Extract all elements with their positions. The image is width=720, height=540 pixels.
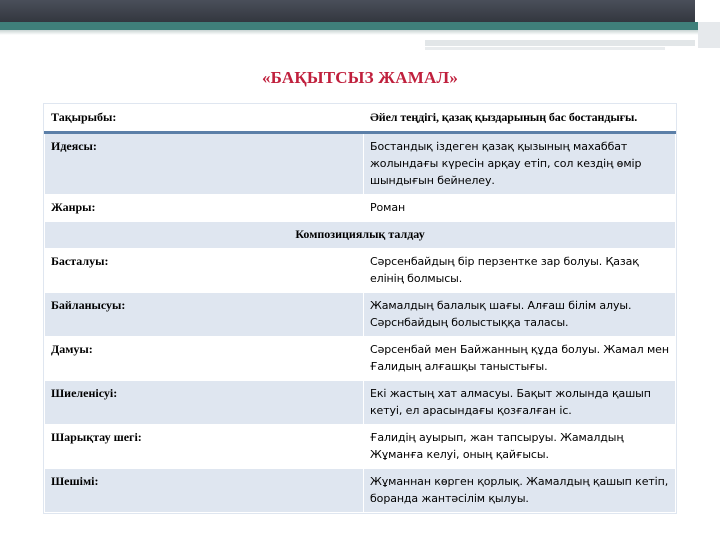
row-value: Бостандық іздеген қазақ қызының махаббат жолындағы күресін арқау етіп, сол кездің өмір шындығын бейнелеу. bbox=[364, 133, 676, 195]
table-row bbox=[45, 105, 676, 133]
row-label: Дамуы: bbox=[45, 337, 364, 381]
row-label: Жанры: bbox=[45, 195, 364, 222]
row-label: Идеясы: bbox=[45, 133, 364, 195]
row-value: Жұманнан көрген қорлық. Жамалдың қашып кетіп, боранда жантәсілім қылуы. bbox=[364, 469, 676, 513]
row-value: Жамалдың балалық шағы. Алғаш білім алуы. Сәрснбайдың болыстыққа таласы. bbox=[364, 293, 676, 337]
row-label: Шешімі: bbox=[45, 469, 364, 513]
row-label: Тақырыбы: bbox=[45, 105, 364, 133]
row-label: Шарықтау шегі: bbox=[45, 425, 364, 469]
section-heading-row bbox=[45, 222, 676, 249]
row-value: Сәрсенбайдың бір перзентке зар болуы. Қазақ елінің болмысы. bbox=[364, 249, 676, 293]
decorative-line bbox=[425, 47, 665, 50]
table-row bbox=[45, 133, 676, 195]
table-row bbox=[45, 425, 676, 469]
row-value: Ғалидің ауырып, жан тапсыруы. Жамалдың Жұманға келуі, оның қайғысы. bbox=[364, 425, 676, 469]
slide-header-bar bbox=[0, 0, 695, 22]
row-value: Екі жастың хат алмасуы. Бақыт жолында қашып кетуі, ел арасындағы қозғалған іс. bbox=[364, 381, 676, 425]
row-label: Басталуы: bbox=[45, 249, 364, 293]
table-row bbox=[45, 469, 676, 513]
table-row bbox=[45, 337, 676, 381]
section-heading: Композициялық талдау bbox=[45, 222, 676, 249]
decorative-line bbox=[425, 40, 695, 46]
table-row bbox=[45, 381, 676, 425]
table-row bbox=[45, 293, 676, 337]
row-value: Әйел теңдігі, қазақ қыздарының бас бостандығы. bbox=[364, 105, 676, 133]
slide-header-stripe bbox=[0, 22, 720, 30]
row-value: Роман bbox=[364, 195, 676, 222]
table-row bbox=[45, 195, 676, 222]
analysis-table bbox=[44, 104, 676, 513]
row-label: Байланысуы: bbox=[45, 293, 364, 337]
slide-title: «БАҚЫТСЫЗ ЖАМАЛ» bbox=[261, 68, 459, 87]
row-label: Шиеленісуі: bbox=[45, 381, 364, 425]
decorative-block bbox=[698, 22, 720, 48]
row-value: Сәрсенбай мен Байжанның құда болуы. Жамал мен Ғалидың алғашқы таныстығы. bbox=[364, 337, 676, 381]
table-row bbox=[45, 249, 676, 293]
slide-header-shadow bbox=[0, 30, 720, 35]
